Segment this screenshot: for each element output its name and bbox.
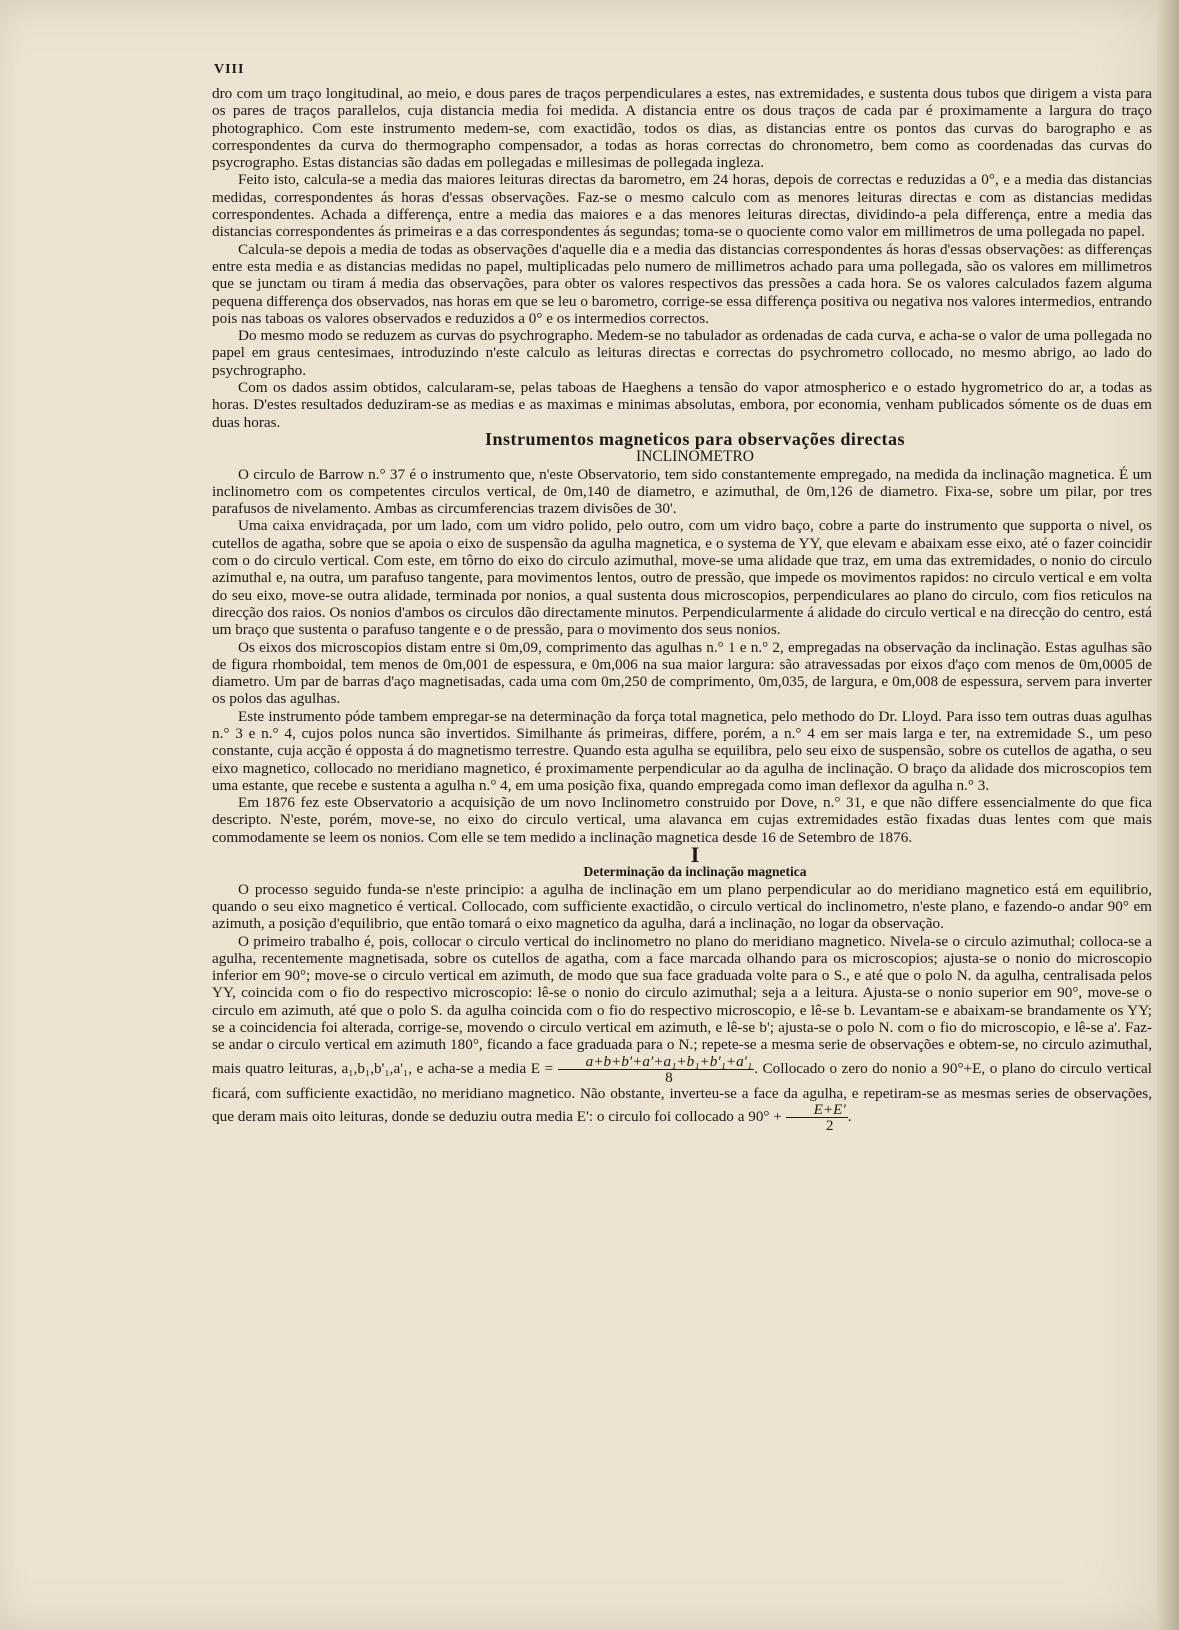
paragraph-end: . [847, 1107, 852, 1125]
formula-E-numerator: a+b+b'+a'+a₁+b₁+b'₁+a'₁ [558, 1054, 755, 1070]
paragraph: O processo seguido funda-se n'este principio: a agulha de inclinação em um plano perpendicular ao do meridiano magnetico está em equilibrio, quando o seu eixo magnetico é vertical. Collocado, com sufficiente exactidão, o circulo vertical do inclinometro, n'este plano, e fazendo-o andar 90° em azimuth, a posição d'equilibrio, que então tomará o eixo magnetico da agulha, dará a inclinação, no logar da observação. [212, 880, 1152, 933]
paragraph: Uma caixa envidraçada, por um lado, com um vidro polido, pelo outro, com um vidro baço, cobre a parte do instrumento que supporta o nivel, os cutellos de agatha, sobre que se apoia o eixo de suspensão da agulha magnetica, e o systema de YY, que elevam e abaixam esse eixo, até o fazer coincidir com o do circulo vertical. Com este, em tôrno do eixo do circulo azimuthal, move-se uma alidade que traz, em uma das extremidades, o nonio do circulo azimuthal e, na outra, um parafuso tangente, para movimentos lentos, outro de pressão, que impede os movimentos rapidos: no circulo vertical e em volta do seu eixo, move-se outra alidade, terminada por nonios, a qual sustenta dous microscopios, perpendiculares ao plano do circulo, com fios reticulos na direcção dos raios. Os nonios d'ambos os circulos dão directamente minutos. Perpendicularmente á alidade do circulo vertical e na direcção do centro, está um braço que sustenta o parafuso tangente e o de pressão, para o movimento dos seus nonios. [212, 517, 1152, 639]
paragraph: Os eixos dos microscopios distam entre si 0m,09, comprimento das agulhas n.° 1 e n.° 2, empregadas na observação da inclinação. Estas agulhas são de figura rhomboidal, tem menos de 0m,001 de espessura, e 0m,006 na sua maior largura: são atravessadas por eixos d'aço com menos de 0m,0005 de diametro. Um par de barras d'aço magnetisadas, cada uma com 0m,250 de comprimento, 0m,035, de largura, e 0m,008 de espessura, servem para inverter os polos das agulhas. [212, 638, 1152, 708]
paragraph: dro com um traço longitudinal, ao meio, e dous pares de traços perpendiculares a estes, nas extremidades, e sustenta dous tubos que dirigem a vista para os pares de traços parallelos, cuja distancia media foi medida. A distancia entre os dous traços de cada par é proximamente a largura do traço photographico. Com este instrumento medem-se, com exactidão, todos os dias, as distancias entre os pontos das curvas do barographo e as correspondentes da curva do thermographo compensador, a todas as horas correctas do chronometro, bem como as coordenadas das curvas do psycrographo. Estas distancias são dadas em pollegadas e millesimas de pollegada ingleza. [212, 85, 1152, 172]
paragraph: Com os dados assim obtidos, calcularam-se, pelas taboas de Haeghens a tensão do vapor atmospherico e o estado hygrometrico do ar, a todas as horas. D'estes resultados deduziram-se as medias e as maximas e minimas absolutas, embora, por economia, venham publicados sómente os de duas em duas horas. [212, 379, 1152, 431]
section-title: Instrumentos magneticos para observações directas [484, 428, 906, 449]
paragraph: Do mesmo modo se reduzem as curvas do psychrographo. Medem-se no tabulador as ordenadas de cada curva, e acha-se o valor de uma pollegada no papel em graus centesimaes, introduzindo n'este calculo as leituras directas e correctas do psychrometro collocado, no mesmo abrigo, ao lado do psychrographo. [212, 327, 1152, 379]
formula-E [558, 1054, 755, 1085]
paragraph: Feito isto, calcula-se a media das maiores leituras directas da barometro, em 24 horas, depois de correctas e reduzidas a 0°, e a media das distancias medidas, correspondentes ás horas d'essas observações. Faz-se o mesmo calculo com as menores leituras directas e com as distancias medidas correspondentes. Achada a differença, entre a media das maiores e a das menores leituras directas, dividindo-a pela differença, entre a media das distancias correspondentes ás primeiras e a das correspondentes ás segundas; toma-se o quociente como valor em millimetros de uma pollegada no papel. [212, 171, 1152, 241]
page-number: VIII [214, 62, 245, 77]
paragraph: Este instrumento póde tambem empregar-se na determinação da força total magnetica, pelo methodo do Dr. Lloyd. Para isso tem outras duas agulhas n.° 3 e n.° 4, cujos polos nunca são invertidos. Similhante ás primeiras, differe, porém, a n.° 4 em ser mais larga e ter, na extremidade S., um peso constante, cuja acção é opposta á do magnetismo terrestre. Quando esta agulha se equilibra, pelo seu eixo de suspensão, sobre os cutellos de agatha, o seu eixo magnetico, collocado no meridiano magnetico, é proximamente perpendicular ao da agulha de inclinação. O braço da alidade dos microscopios tem uma estante, que recebe e sustenta a agulha n.° 4, em uma posição fixa, quando empregada como iman deflexor da agulha n.° 3. [212, 707, 1152, 794]
formula-final-numerator: E+E' [786, 1102, 848, 1118]
formula-final-denominator: 2 [825, 1116, 834, 1134]
paragraph-text: O primeiro trabalho é, pois, collocar o circulo vertical do inclinometro no plano do meridiano magnetico. Nivela-se o circulo azimuthal; colloca-se a agulha, recentemente magnetisada, sobre os cutellos de agatha, com a face marcada olhando para os microscopios; ajusta-se o nonio do microscopio inferior em 90°; move-se o circulo vertical em azimuth, de modo que sua face graduada volte para o S., e até que o polo N. da agulha, centralisada pelos YY, coincida com o fio do respectivo microscopio: lê-se o nonio do circulo azimuthal; seja a a leitura. Ajusta-se o nonio superior em 90°, move-se o circulo em azimuth, até que o polo S. da agulha coincida com o fio do respectivo microscopio, e lê-se b. Levantam-se e abaixam-se brandamente os YY; se a coincidencia foi alterada, corrige-se, movendo o circulo vertical em azimuth, e lê-se b'; ajusta-se o polo N. com o fio do microscopio, e lê-se a'. Faz-se andar o circulo vertical em azimuth 180°, ficando a face graduada para o N.; repete-se a mesma serie de observações e obtem-se, no circulo azimuthal, mais quatro leituras, a₁,b₁,b'₁,a'₁, e acha-se a media E = [212, 932, 1152, 1077]
formula-E-denominator: 8 [665, 1068, 673, 1086]
roman-numeral-heading: I [690, 842, 700, 868]
paragraph-text: . Collocado o zero do nonio a 90°+E, o plano do circulo vertical ficará, com sufficiente exactidão, no meridiano magnetico. Não obstante, inverteu-se a face da agulha, e repetiram-se as mesmas series de observações, que deram mais oito leituras, donde se deduziu outra media E': o circulo foi collocado a 90° + [212, 1059, 1152, 1125]
subsection-title: INCLINOMETRO [636, 448, 754, 466]
paragraph: Calcula-se depois a media de todas as observações d'aquelle dia e a media das distancias correspondentes ás horas d'essas observações: as differenças entre esta media e as distancias medidas no papel, multiplicadas pelo numero de millimetros achado para uma pollegada, são os valores em millimetros que se junctam ou tiram á media das observações, para obter os valores respectivos das pressões a cada hora. Se os valores calculados fazem alguma pequena differença dos observados, nas horas em que se leu o barometro, corrige-se essa differença positiva ou negativa nos valores intermedios, entrando pois nas taboas os valores observados e reduzidos a 0° e os intermedios correctos. [212, 240, 1152, 327]
paragraph: Em 1876 fez este Observatorio a acquisição de um novo Inclinometro construido por Dove, n.° 31, e que não differe essencialmente do que fica descripto. N'este, porém, move-se, no eixo do circulo vertical, uma alavanca em cujas extremidades estão fixadas duas lentes com que mais commodamente se leem os nonios. Com elle se tem medido a inclinação magnetica desde 16 de Setembro de 1876. [212, 794, 1152, 846]
paragraph-with-formulas [212, 933, 1152, 1133]
formula-final [786, 1102, 848, 1133]
paragraph: O circulo de Barrow n.° 37 é o instrumento que, n'este Observatorio, tem sido constantemente empregado, na medida da inclinação magnetica. É um inclinometro com os competentes circulos vertical, de 0m,140 de diametro, e azimuthal, de 0m,126 de diametro. Fixa-se, sobre um pilar, por tres parafusos de nivelamento. Ambas as circumferencias trazem divisões de 30'. [212, 465, 1152, 518]
text-body [212, 85, 1152, 1133]
book-spine-shadow [1157, 0, 1179, 1630]
subheading: Determinação da inclinação magnetica [583, 864, 807, 880]
